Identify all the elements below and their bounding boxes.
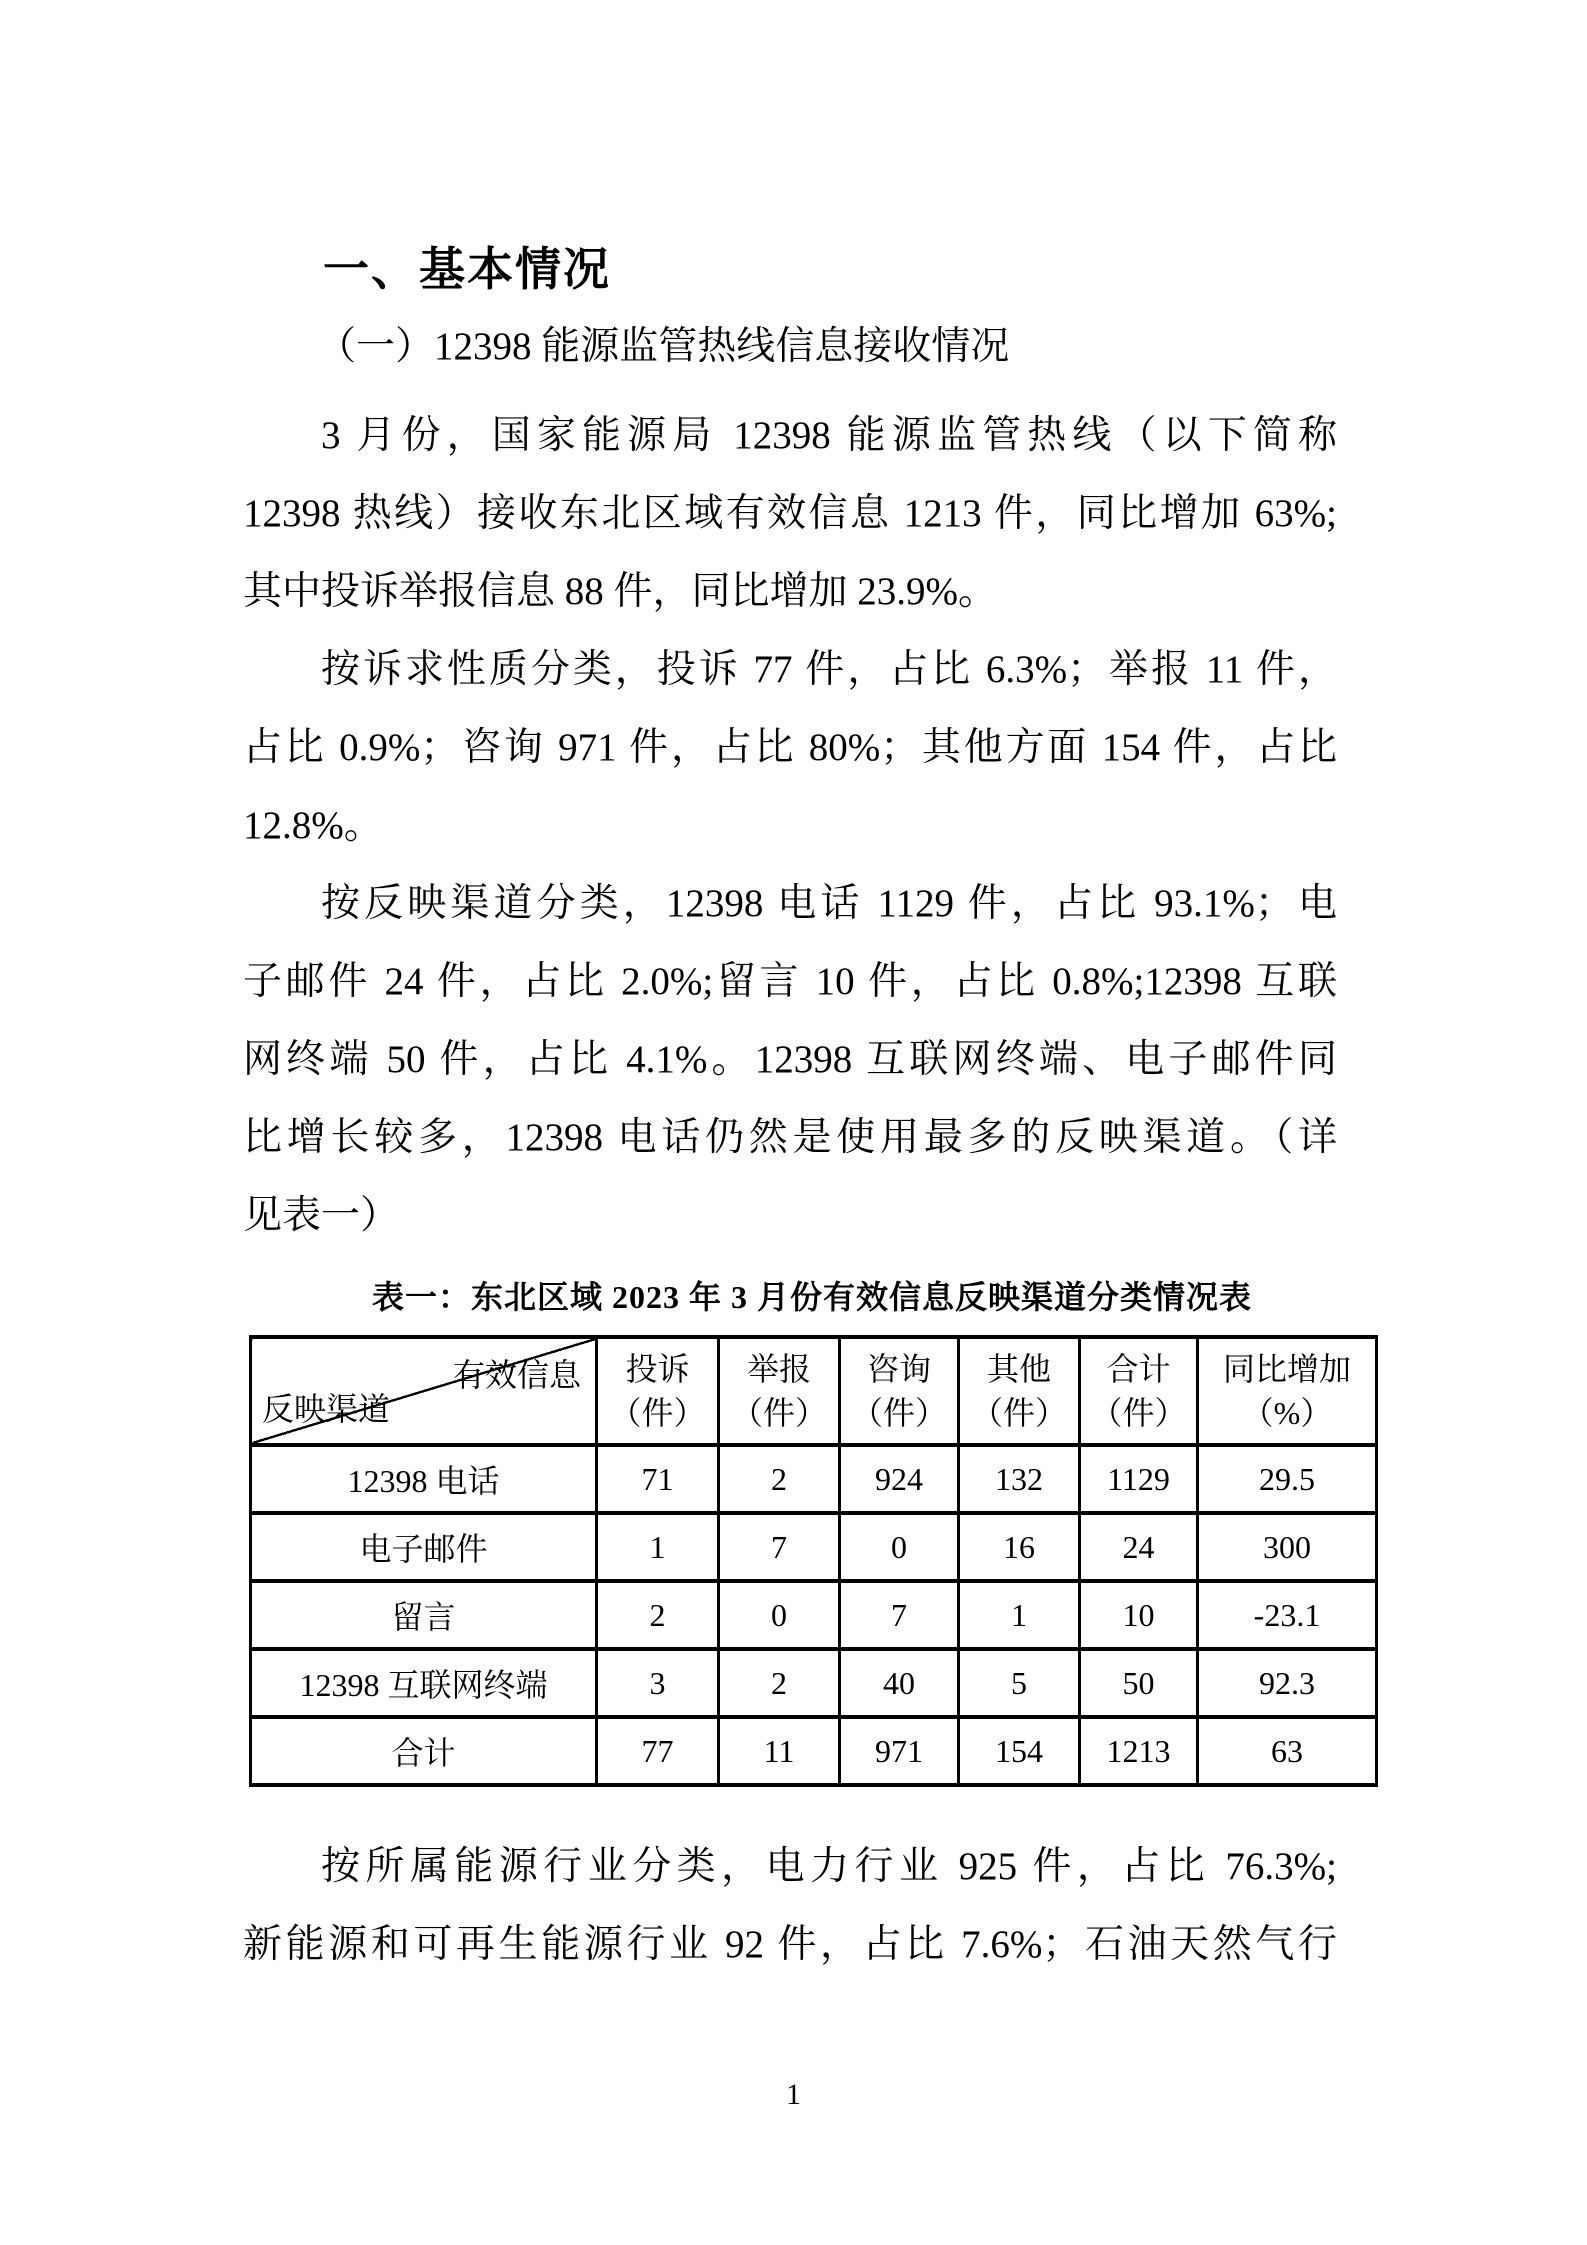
paragraph-line: 12.8%。 (243, 804, 383, 847)
paragraph-line: 比增长较多，12398 电话仍然是使用最多的反映渠道。（详 (243, 1116, 1337, 1159)
paragraph (243, 1828, 1337, 1984)
paragraph-line: 按所属能源行业分类，电力行业 925 件，占比 76.3%; (321, 1845, 1337, 1888)
paragraph (243, 865, 1337, 1255)
table-cell: 0 (840, 1513, 959, 1581)
table-cell: 1213 (1080, 1717, 1198, 1785)
page-number: 1 (786, 2078, 801, 2111)
table-cell: 71 (597, 1445, 719, 1513)
table-cell: 16 (959, 1513, 1080, 1581)
paragraph-line: 按诉求性质分类，投诉 77 件，占比 6.3%；举报 11 件， (321, 648, 1337, 691)
paragraph-line: 12398 热线）接收东北区域有效信息 1213 件，同比增加 63%; (243, 492, 1337, 535)
paragraph-line: 按反映渠道分类，12398 电话 1129 件，占比 93.1%；电 (321, 882, 1337, 925)
table-row (251, 1513, 1377, 1581)
table-cell: 924 (840, 1445, 959, 1513)
paragraph-line: 新能源和可再生能源行业 92 件，占比 7.6%；石油天然气行 (243, 1923, 1337, 1966)
table-cell: 11 (719, 1717, 840, 1785)
column-header-complaint: 投诉 （件） (597, 1337, 719, 1445)
table-cell: 7 (840, 1581, 959, 1649)
table-cell: 5 (959, 1649, 1080, 1717)
table-corner-cell (251, 1337, 597, 1445)
table-cell: 40 (840, 1649, 959, 1717)
subsection-heading: （一）12398 能源监管热线信息接收情况 (317, 325, 1010, 368)
table-cell: -23.1 (1198, 1581, 1377, 1649)
paragraph-line: 3 月份，国家能源局 12398 能源监管热线（以下简称 (321, 414, 1337, 457)
table-cell: 3 (597, 1649, 719, 1717)
row-label: 电子邮件 (251, 1513, 597, 1581)
column-header-consult: 咨询 （件） (840, 1337, 959, 1445)
table-cell: 2 (719, 1649, 840, 1717)
table-cell: 2 (597, 1581, 719, 1649)
table-cell: 7 (719, 1513, 840, 1581)
table-cell: 154 (959, 1717, 1080, 1785)
channel-stats-table (249, 1335, 1378, 1787)
table-row (251, 1581, 1377, 1649)
table-cell: 0 (719, 1581, 840, 1649)
column-header-yoy: 同比增加 （%） (1198, 1337, 1377, 1445)
paragraph (243, 631, 1337, 865)
paragraph-line: 见表一） (243, 1194, 400, 1237)
row-label: 合计 (251, 1717, 597, 1785)
corner-label-channel: 反映渠道 (262, 1391, 391, 1427)
table-row (251, 1717, 1377, 1785)
table-cell: 92.3 (1198, 1649, 1377, 1717)
table-cell: 1 (959, 1581, 1080, 1649)
table-caption: 表一：东北区域 2023 年 3 月份有效信息反映渠道分类情况表 (371, 1279, 1252, 1315)
table-header-row (251, 1337, 1377, 1445)
table-cell: 77 (597, 1717, 719, 1785)
table-row (251, 1445, 1377, 1513)
row-label: 留言 (251, 1581, 597, 1649)
table-cell: 300 (1198, 1513, 1377, 1581)
corner-label-valid-info: 有效信息 (452, 1357, 581, 1393)
table-cell: 29.5 (1198, 1445, 1377, 1513)
column-header-report: 举报 （件） (719, 1337, 840, 1445)
paragraph-line: 子邮件 24 件，占比 2.0%;留言 10 件，占比 0.8%;12398 互联 (243, 960, 1337, 1003)
row-label: 12398 互联网终端 (251, 1649, 597, 1717)
section-heading: 一、基本情况 (323, 242, 611, 296)
table-cell: 10 (1080, 1581, 1198, 1649)
column-header-other: 其他 （件） (959, 1337, 1080, 1445)
table-cell: 24 (1080, 1513, 1198, 1581)
table-row (251, 1649, 1377, 1717)
column-header-total: 合计 （件） (1080, 1337, 1198, 1445)
paragraph-line: 其中投诉举报信息 88 件，同比增加 23.9%。 (243, 570, 997, 613)
row-label: 12398 电话 (251, 1445, 597, 1513)
paragraph-line: 网终端 50 件，占比 4.1%。12398 互联网终端、电子邮件同 (243, 1038, 1337, 1081)
table-cell: 132 (959, 1445, 1080, 1513)
table-cell: 1129 (1080, 1445, 1198, 1513)
table-cell: 1 (597, 1513, 719, 1581)
table-cell: 2 (719, 1445, 840, 1513)
paragraph-line: 占比 0.9%；咨询 971 件，占比 80%；其他方面 154 件，占比 (243, 726, 1337, 769)
table-cell: 63 (1198, 1717, 1377, 1785)
table-cell: 50 (1080, 1649, 1198, 1717)
table-cell: 971 (840, 1717, 959, 1785)
paragraph (243, 397, 1337, 631)
